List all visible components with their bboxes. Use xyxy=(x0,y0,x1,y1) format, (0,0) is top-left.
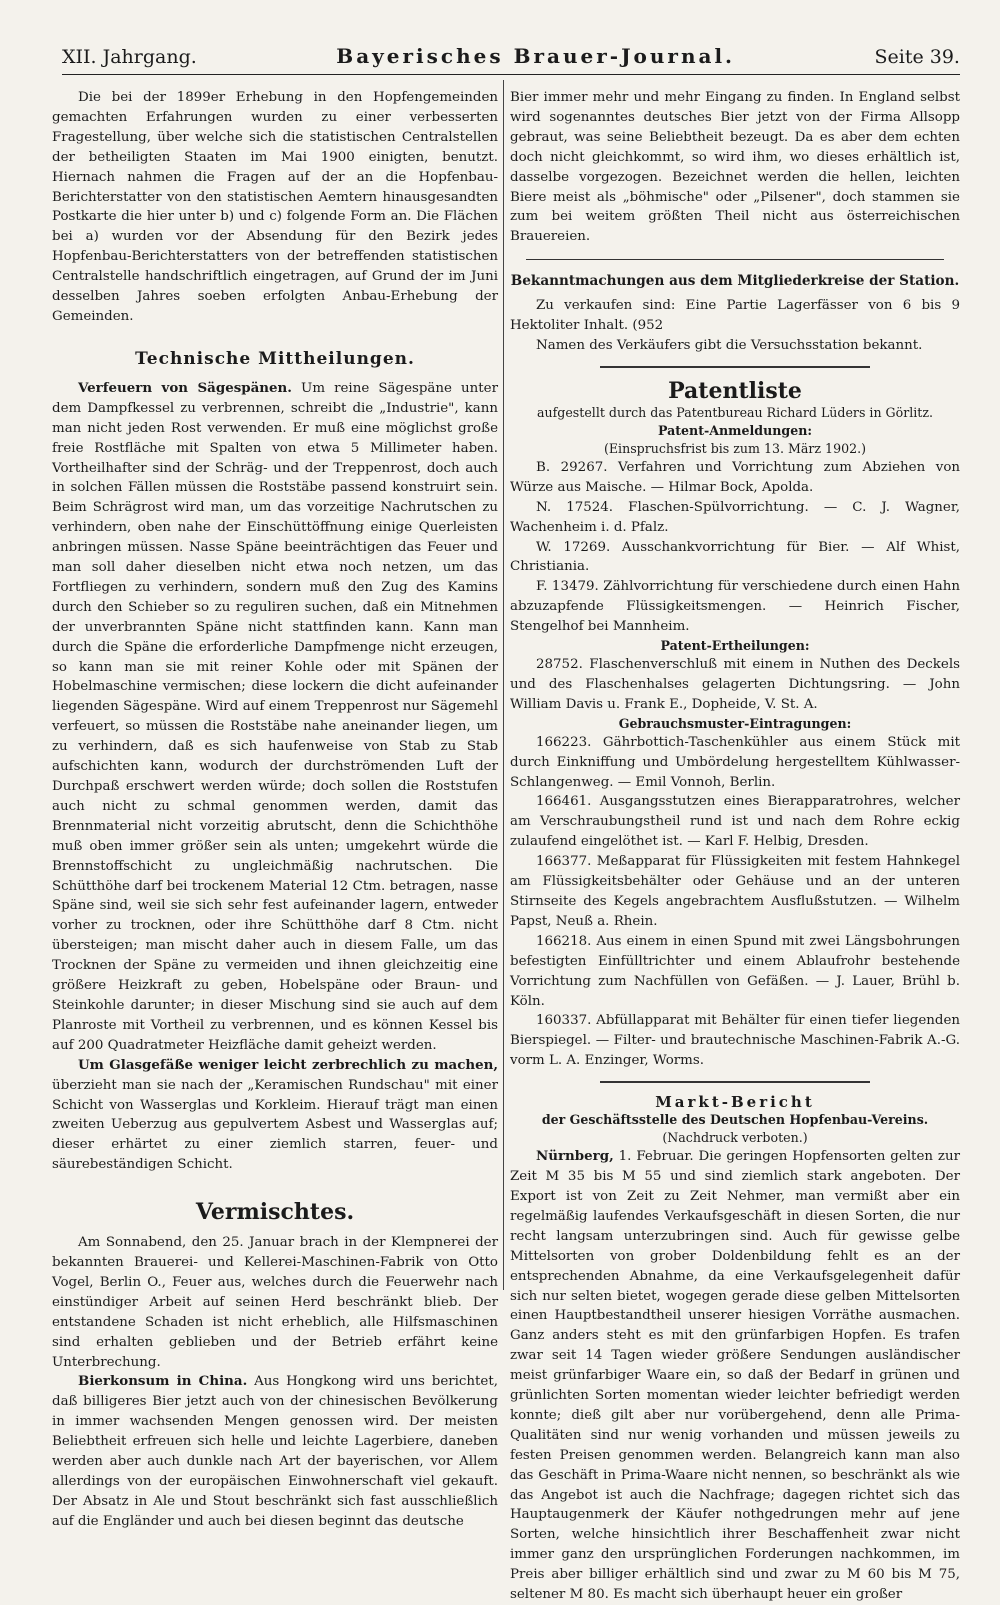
utility-model-item: 166377. Meßapparat für Flüssigkeiten mit festem Hahnkegel am Flüssigkeitsbehälter oder Gehäuse und an der unteren Stirnseite des Kegels angebrachtem Ausflußstutzen. — Wilhelm Papst, Neuß a. Rhein. xyxy=(510,854,960,929)
utility-model-item: 166223. Gährbottich-Taschenkühler aus einem Stück mit durch Einkniffung und Umbördelung hergestelltem Kühlwasser-Schlangenweg. — Emil Vonnoh, Berlin. xyxy=(510,734,960,790)
intro-paragraph: Die bei der 1899er Erhebung in den Hopfengemeinden gemachten Erfahrungen wurden zu einer verbesserten Fragestellung, über welche sich die statistischen Centralstellen der betheiligten Staaten im Mai 1900 einigten, benutzt. Hiernach nahmen die Fragen auf der an die Hopfenbau-Berichterstatter von den statistischen Aemtern hinausgesandten Postkarte die hier unter b) und c) folgende Form an. Die Flächen bei a) wurden vor der Absendung für den Bezirk jedes Hopfenbau-Berichterstatters von der betreffenden statistischen Centralstelle handschriftlich eingetragen, auf Grund der im Juni desselben Jahres soeben erfolgten Anbau-Erhebung der Gemeinden. xyxy=(52,90,498,324)
market-report-subtitle: der Geschäftsstelle des Deutschen Hopfenbau-Vereins. xyxy=(541,1112,929,1128)
patent-list-heading: Patentliste xyxy=(668,377,802,404)
column-divider xyxy=(503,80,504,1290)
reprint-notice: (Nachdruck verboten.) xyxy=(662,1130,808,1146)
utility-model-item: 166218. Aus einem in einen Spund mit zwei Längsbohrungen befestigten Einfülltrichter und einem Ablaufrohr bestehende Vorrichtung zum Nachfüllen von Gefäßen. — J. Lauer, Brühl b. Köln. xyxy=(510,933,960,1009)
patent-application-item: B. 29267. Verfahren und Vorrichtung zum Abziehen von Würze aus Maische. — Hilmar Bock, Apolda. xyxy=(510,459,960,495)
applications-heading: Patent-Anmeldungen: xyxy=(657,422,813,438)
announcement-note: Namen des Verkäufers gibt die Versuchsstation bekannt. xyxy=(536,337,923,353)
patent-grant-item: 28752. Flaschenverschluß mit einem in Nuthen des Deckels und des Flaschenhalses gelagerten Dichtungsring. — John William Davis u. Frank E., Dopheide, V. St. A. xyxy=(510,657,960,712)
page-number: Seite 39. xyxy=(874,46,960,68)
divider xyxy=(526,259,944,260)
glass-article xyxy=(52,1056,498,1175)
divider xyxy=(600,366,870,368)
sawdust-body: Um reine Sägespäne unter dem Dampfkessel zu verbrennen, schreibt die „Industrie", kann man nicht jeden Rost verwenden. Er muß eine möglichst große freie Rostfläche mit Spalten von etwa 5 Millimeter haben. Vortheilhafter sind der Schräg- und der Treppenrost, doch auch in solchen Fällen müssen die Roststäbe passend konstruirt sein. Beim Schrägrost wird man, um das vorzeitige Nachrutschen zu verhindern, oben nahe der Einschüttöffnung einige Querleisten anbringen müssen. Nasse Späne beeinträchtigen das Feuer und man soll daher dieselben nicht etwa noch netzen, um das Fortfliegen zu verhindern, sondern muß den Zug des Kamins durch den Schieber so zu reguliren suchen, daß ein Mitnehmen der unverbrannten Späne nicht stattfinden kann. Kann man durch die Späne die erforderliche Dampfmenge nicht erzeugen, so kann man sie mit reiner Kohle oder mit Spänen der Hobelmaschine vermischen; diese lockern die dicht aufeinander liegenden Sägespäne. Wird auf einem Treppenrost nur Sägemehl verfeuert, so müssen die Roststäbe nahe aneinander liegen, um zu verhindern, daß es sich haufenweise von Stab zu Stab aufschichten kann, wodurch der durchströmenden Luft der Durchpaß erschwert werden würde; doch sollen die Roststufen auch nicht zu schmal genommen werden, damit das Brennmaterial nicht vorzeitig abrutscht, denn die Schichthöhe muß oben immer größer sein als unten; umgekehrt würde die Brennstoffschicht zu ungleichmäßig nachrutschen. Die Schütthöhe darf bei trockenem Material 12 Ctm. betragen, nasse Späne sind, weil sie sich sehr fest aufeinander lagern, entweder vorher zu trocknen, oder ihre Schütthöhe darf 8 Ctm. nicht übersteigen; man mischt daher auch in diesem Falle, um das Trocknen der Späne zu vermeiden und ihnen gleichzeitig eine größere Heizkraft zu geben, Hobelspäne oder Braun- und Steinkohle darunter; in dieser Mischung sind sie auch auf dem Planroste mit Vortheil zu verbrennen, und es können Kessel bis auf 200 Quadratmeter Heizfläche damit geheizt werden. xyxy=(52,380,499,1053)
objection-deadline: (Einspruchsfrist bis zum 13. März 1902.) xyxy=(603,440,867,456)
divider xyxy=(600,1081,870,1083)
announcements-heading: Bekanntmachungen aus dem Mitgliederkreise der Station. xyxy=(510,273,960,290)
announcement-sale: Zu verkaufen sind: Eine Partie Lagerfässer von 6 bis 9 Hektoliter Inhalt. (952 xyxy=(510,298,960,334)
fire-article: Am Sonnabend, den 25. Januar brach in der Klempnerei der bekannten Brauerei- und Kellerei-Maschinen-Fabrik von Otto Vogel, Berlin O., Feuer aus, welches durch die Feuerwehr nach einstündiger Arbeit auf seinen Herd beschränkt blieb. Der entstandene Schaden ist nicht erheblich, alle Hilfsmaschinen sind erhalten geblieben und der Betrieb erfährt keine Unterbrechung. xyxy=(52,1235,498,1370)
patent-list-subtitle: aufgestellt durch das Patentbureau Richard Lüders in Görlitz. xyxy=(537,404,933,420)
right-column xyxy=(510,88,960,1605)
journal-title: Bayerisches Brauer-Journal. xyxy=(336,44,736,68)
section-heading-misc: Vermischtes. xyxy=(195,1199,355,1226)
patent-application-item: W. 17269. Ausschankvorrichtung für Bier. — Alf Whist, Christiania. xyxy=(510,539,960,575)
market-place: Nürnberg, xyxy=(536,1148,614,1165)
market-report-text xyxy=(510,1147,960,1605)
utility-model-item: 166461. Ausgangsstutzen eines Bierapparatrohres, welcher am Verschraubungstheil rund ist und nach dem Rohre eckig zulaufend eingelöthet ist. — Karl F. Helbig, Dresden. xyxy=(510,794,960,850)
page-header xyxy=(62,44,960,75)
grants-heading: Patent-Ertheilungen: xyxy=(660,638,810,654)
utility-model-item: 160337. Abfüllapparat mit Behälter für einen tiefer liegenden Bierspiegel. — Filter- und brautechnische Maschinen-Fabrik A.-G. vorm L. A. Enzinger, Worms. xyxy=(510,1013,960,1069)
glass-lead: Um Glasgefäße weniger leicht zerbrechlich zu machen, xyxy=(78,1056,498,1073)
sawdust-lead: Verfeuern von Sägespänen. xyxy=(78,379,292,396)
market-body: 1. Februar. Die geringen Hopfensorten gelten zur Zeit M 35 bis M 55 und sind ziemlich stark angeboten. Der Export ist von Zeit zu Zeit Nehmer, man vermißt aber ein regelmäßig laufendes Verkaufsgeschäft in diesen Sorten, die nur recht langsam unterzubringen sind. Auch für gewisse gelbe Mittelsorten von grober Doldenbildung fehlt es an der entsprechenden Abnahme, da eine Verkaufsgelegenheit dafür sich nur selten bietet, wogegen gerade diese gelben Mittelsorten einen Hauptbestandtheil unserer hiesigen Vorräthe ausmachen. Ganz anders steht es mit den grünfarbigen Hopfen. Es trafen zwar seit 14 Tagen wieder größere Sendungen ausländischer meist grünfarbiger Waare ein, so daß der Bedarf in grünen und grünlichten Sorten momentan wieder leichter befriedigt werden konnte; dieß gilt aber nur vorübergehend, denn alle Prima-Qualitäten sind nur wenig vorhanden und müssen jeweils zu festen Preisen genommen werden. Belangreich kann man also das Geschäft in Prima-Waare nicht nennen, so beschränkt als wie das Angebot ist auch die Nachfrage; dagegen richtet sich das Hauptaugenmerk der Käufer nothgedrungen mehr auf jene Sorten, welche hinsichtlich ihrer Beschaffenheit zwar nicht immer ganz den ursprünglichen Forderungen nachkommen, im Preis aber billiger erhältlich sind und zwar zu M 60 bis M 75, seltener M 80. Es macht sich überhaupt heuer ein großer xyxy=(510,1149,960,1603)
china-continuation: Bier immer mehr und mehr Eingang zu finden. In England selbst wird sogenanntes deutsches Bier jetzt von der Firma Allsopp gebraut, was seine Beliebtheit bezeugt. Da es aber dem echten doch nicht gleichkommt, so wird ihm, wo dieses erhältlich ist, dasselbe vorgezogen. Bezeichnet werden die hellen, leichten Biere meist als „böhmische" oder „Pilsener", doch stammen sie zum bei weitem größten Theil nicht aus österreichischen Brauereien. xyxy=(510,90,960,245)
patent-application-item: N. 17524. Flaschen-Spülvorrichtung. — C. J. Wagner, Wachenheim i. d. Pfalz. xyxy=(510,499,960,535)
china-article xyxy=(52,1372,498,1531)
patent-application-item: F. 13479. Zählvorrichtung für verschiedene durch einen Hahn abzuzapfende Flüssigkeitsmengen. — Heinrich Fischer, Stengelhof bei Mannheim. xyxy=(510,579,960,635)
sawdust-article xyxy=(52,379,498,1056)
glass-body: überzieht man sie nach der „Keramischen Rundschau" mit einer Schicht von Wasserglas und Korkleim. Hierauf trägt man einen zweiten Ueberzug aus gepulvertem Asbest und Wasserglas auf; dieser erhärtet zu einer ziemlich starren, feuer- und säurebeständigen Schicht. xyxy=(52,1077,498,1173)
china-lead: Bierkonsum in China. xyxy=(78,1373,248,1390)
left-column xyxy=(52,88,498,1532)
utility-models-heading: Gebrauchsmuster-Eintragungen: xyxy=(618,715,852,731)
market-report-heading: Markt-Bericht xyxy=(655,1093,815,1112)
china-body: Aus Hongkong wird uns berichtet, daß billigeres Bier jetzt auch von der chinesischen Bevölkerung in immer wachsenden Mengen genossen wird. Der meisten Beliebtheit erfreuen sich helle und leichte Lagerbiere, daneben werden aber auch dunkle nach Art der bayerischen, vor Allem allerdings von der europäischen Einwohnerschaft viel gekauft. Der Absatz in Ale und Stout beschränkt sich fast ausschließlich auf die Engländer und auch bei diesen beginnt das deutsche xyxy=(52,1374,498,1529)
volume-label: XII. Jahrgang. xyxy=(62,46,197,68)
section-heading-technical: Technische Mittheilungen. xyxy=(135,348,415,369)
